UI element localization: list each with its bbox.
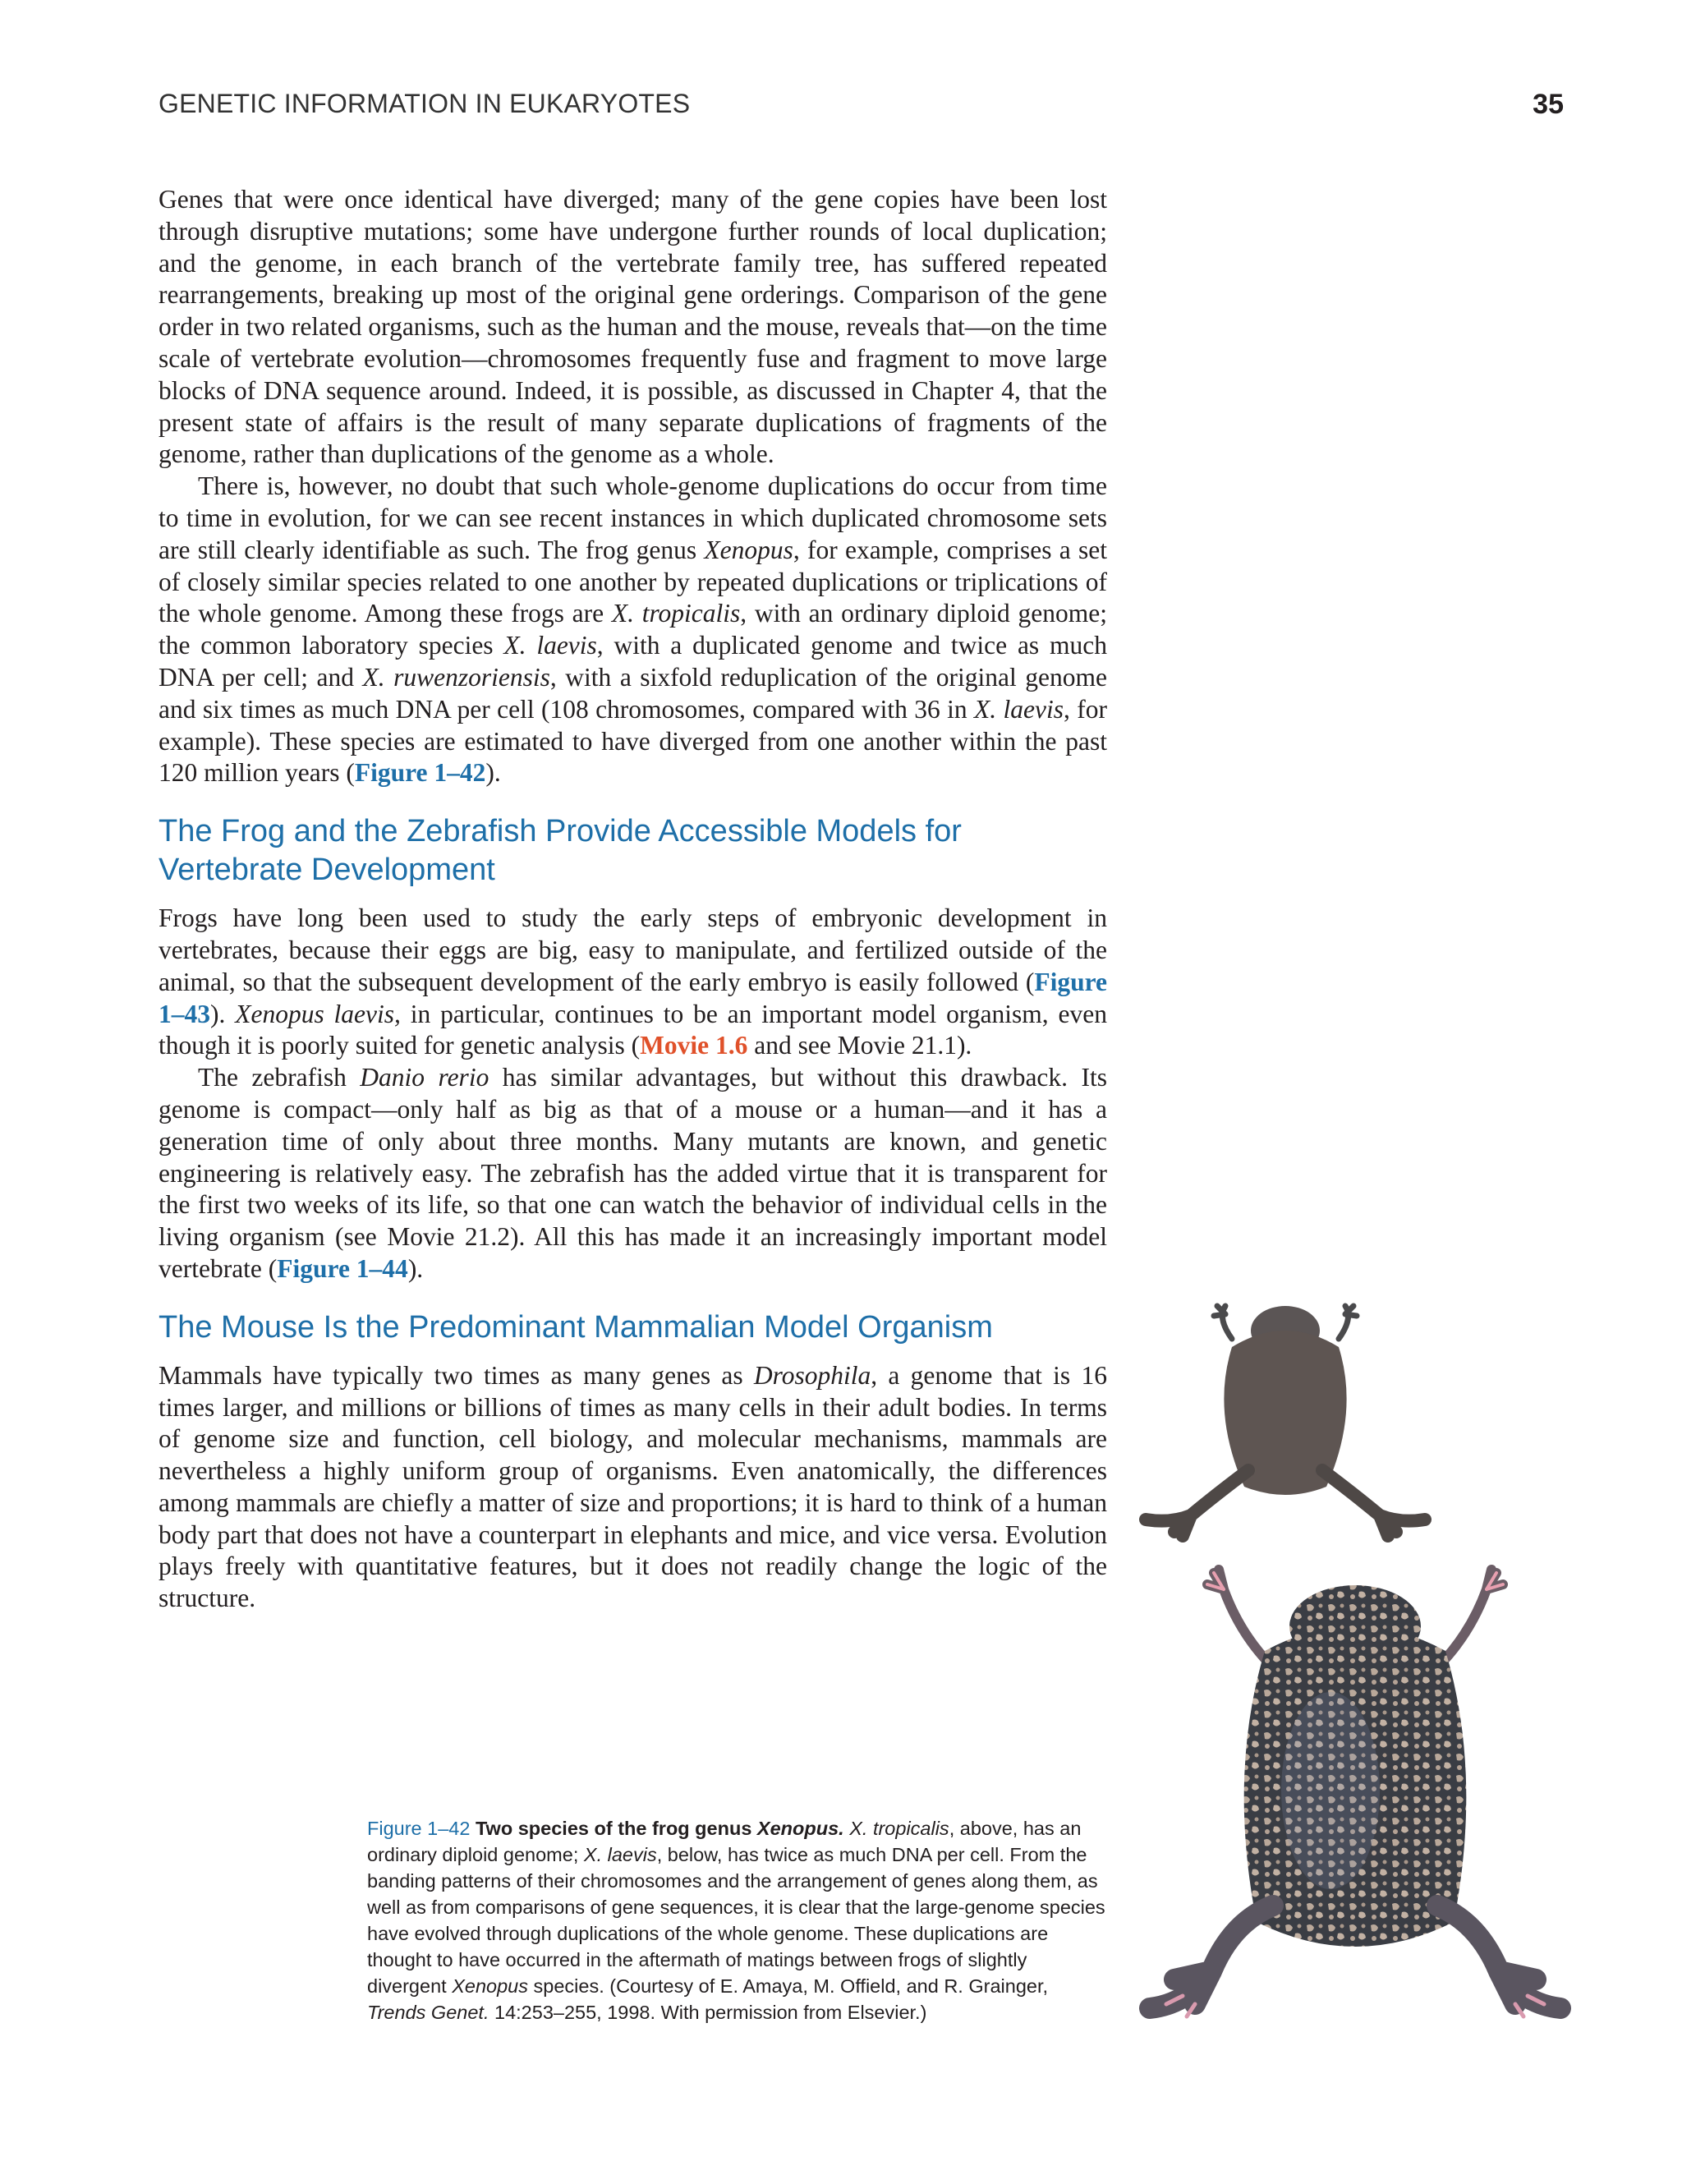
species-name: X. laevis [583, 1844, 657, 1865]
text-run: and see Movie 21.1). [747, 1031, 972, 1060]
frog-figure [1133, 1281, 1593, 2086]
running-head: GENETIC INFORMATION IN EUKARYOTES [159, 89, 691, 118]
paragraph [159, 471, 1107, 789]
species-name: Xenopus laevis, [235, 999, 401, 1028]
journal-name: Trends Genet. [367, 2002, 489, 2023]
text-run: , a genome that is 16 times larger, and millions or billions of times as many cells in their adult bodies. In terms of genome size and function, cell biology, and molecular mechanisms, mammals are nevertheless a highly uniform group of organisms. Even anatomically, the differences among mammals are chiefly a matter of size and proportions; it is hard to think of a human body part that does not have a counterpart in elephants and mice, and vice versa. Evolution plays freely with quantitative features, but it does not readily change the logic of the structure. [159, 1360, 1107, 1613]
species-name: Xenopus [452, 1975, 528, 1997]
figure-1-42-link[interactable]: Figure 1–42 [354, 758, 486, 788]
figure-caption [367, 1815, 1110, 2025]
figure-title [470, 1818, 843, 1839]
text-run: species. (Courtesy of E. Amaya, M. Offield, and R. Grainger, [527, 1975, 1049, 1997]
species-name: X. laevis [503, 631, 597, 660]
section-heading-mouse: The Mouse Is the Predominant Mammalian Model Organism [159, 1309, 993, 1345]
text-run: ). [210, 999, 236, 1028]
text-run: in particular, continues to be an important model organism, even though it is poorly suited for genetic analysis ( [159, 999, 1107, 1060]
xenopus-tropicalis-image [1146, 1306, 1425, 1536]
species-name: Xenopus. [756, 1818, 844, 1839]
text-run: , with a sixfold reduplication of the original genome and six times as much DNA per cell (108 chromosomes, compared with 36 in [159, 662, 1107, 724]
species-name: X. laevis [974, 694, 1064, 724]
paragraph [159, 1062, 1107, 1285]
text-run: Frogs have long been used to study the early steps of embryonic development in vertebrates, because their eggs are big, easy to manipulate, and fertilized outside of the animal, so that the subsequent development of the early embryo is easily followed ( [159, 903, 1107, 996]
species-name: X. ruwenzoriensis [362, 662, 550, 692]
figure-1-44-link[interactable]: Figure 1–44 [277, 1253, 408, 1283]
text-run: There is, however, no doubt that such whole-genome duplications do occur from time to time in evolution, for we can see recent instances in which duplicated chromosome sets are still clearly identifiable as such. The frog genus [159, 471, 1107, 564]
xenopus-laevis-image [1150, 1570, 1560, 2016]
figure-1-43-link[interactable]: Figure 1–43 [159, 967, 1107, 1028]
species-name: X. tropicalis [611, 599, 741, 628]
text-run: has similar advantages, but without this drawback. Its genome is compact—only half as big as that of a mouse or a human—and it has a generation time of only about three months. Many mutants are known, and genetic engineering is relatively easy. The zebrafish has the added virtue that it is transparent for the first two weeks of its life, so that one can watch the behavior of individual cells in the living organism (see Movie 21.2). All this has made it an increasingly important model vertebrate ( [159, 1063, 1107, 1283]
text-run: , above, has an ordinary diploid genome; [367, 1818, 1082, 1865]
movie-1-6-link[interactable]: Movie 1.6 [640, 1031, 748, 1060]
text-run: , for example). These species are estimated to have diverged from one another within the past 120 million years ( [159, 694, 1108, 788]
text-run: Two species of the frog genus [470, 1818, 757, 1839]
species-name: Danio rerio [360, 1063, 489, 1092]
text-run: ). [485, 758, 501, 788]
species-name: Drosophila [753, 1360, 871, 1390]
paragraph: Genes that were once identical have diverged; many of the gene copies have been lost through disruptive mutations; some have undergone further rounds of local duplication; and the genome, in each branch of the vertebrate family tree, has suffered repeated rearrangements, breaking up most of the original gene orderings. Comparison of the gene order in two related organisms, such as the human and the mouse, reveals that—on the time scale of vertebrate evolution—chromosomes frequently fuse and fragment to move large blocks of DNA sequence around. Indeed, it is possible, as discussed in Chapter 4, that the present state of affairs is the result of many separate duplications of fragments of the genome, rather than duplications of the genome as a whole. [159, 185, 1107, 469]
species-name: X. tropicalis [843, 1818, 949, 1839]
text-run: , for example, comprises a set of closely similar species related to one another by repeated duplications or triplications of the whole genome. Among these frogs are [159, 535, 1108, 628]
text-run: , with a duplicated genome and twice as much DNA per cell; and [159, 631, 1107, 692]
text-run: Mammals have typically two times as many genes as [159, 1360, 754, 1390]
text-run: The zebrafish [198, 1063, 361, 1092]
paragraph [159, 1360, 1107, 1615]
main-text [159, 184, 1107, 1615]
figure-label: Figure 1–42 [367, 1818, 471, 1839]
paragraph [159, 903, 1107, 1062]
species-name: Xenopus [704, 535, 793, 564]
text-run: 14:253–255, 1998. With permission from Elsevier.) [489, 2002, 927, 2023]
text-run: , with an ordinary diploid genome; the common laboratory species [159, 599, 1107, 660]
page-number: 35 [1533, 89, 1564, 120]
text-run: ). [407, 1253, 424, 1283]
section-heading-frog-zebrafish: The Frog and the Zebrafish Provide Accessible Models for Vertebrate Development [159, 814, 962, 888]
text-run: , below, has twice as much DNA per cell. From the banding patterns of their chromosomes and the arrangement of genes along them, as well as from comparisons of gene sequences, it is clear that the large-genome species have evolved through duplications of the whole genome. These duplications are thought to have occurred in the aftermath of matings between frogs of slightly divergent [367, 1844, 1105, 1997]
